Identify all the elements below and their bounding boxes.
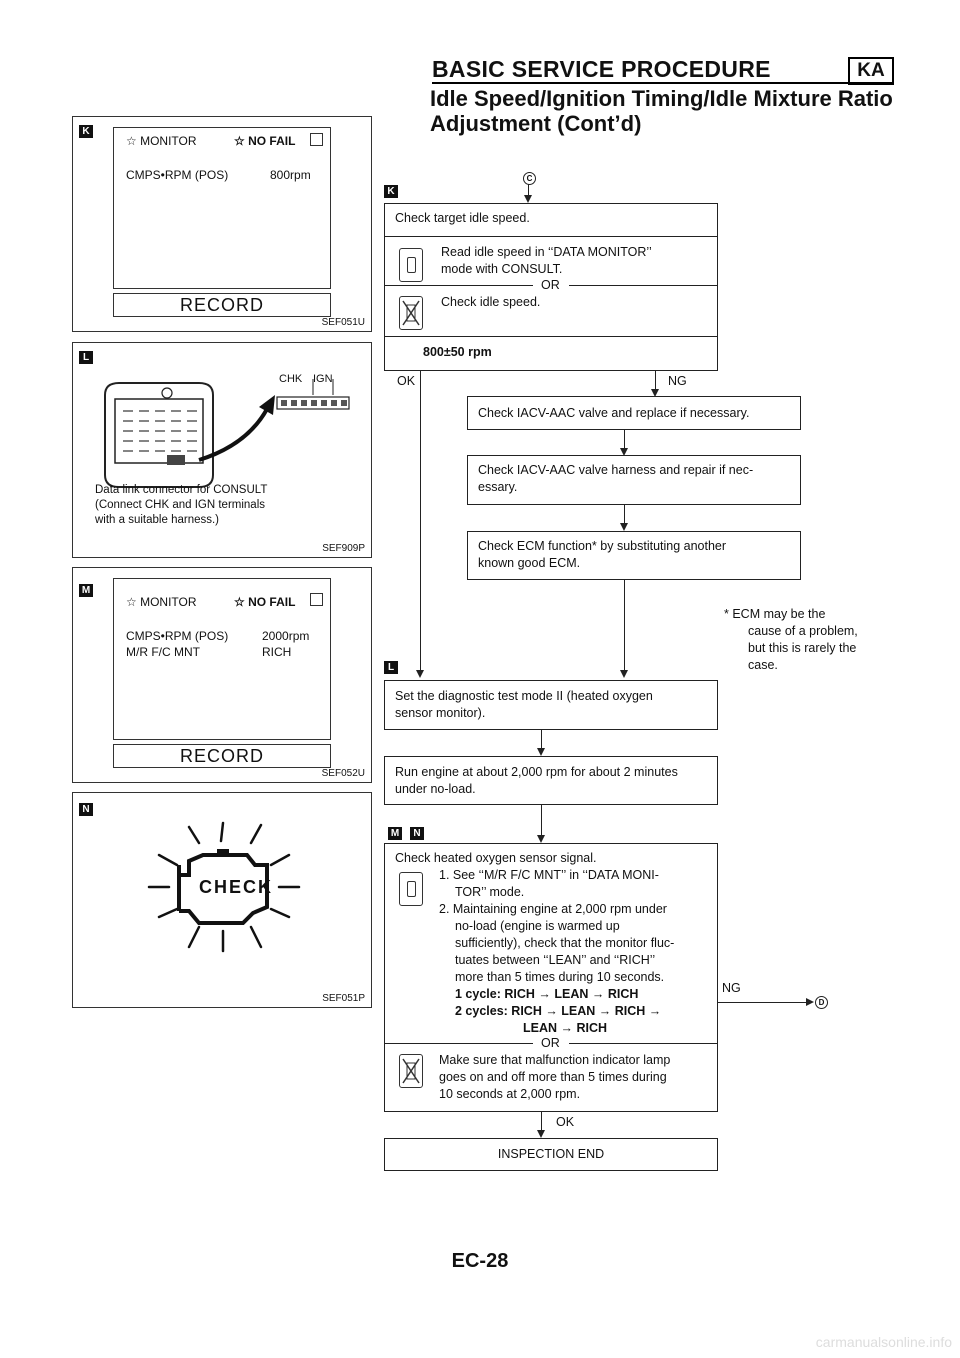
no-fail-label: ☆ NO FAIL [234, 595, 296, 609]
ok-label: OK [397, 374, 416, 388]
checkbox-icon [310, 593, 323, 606]
step-title: Check target idle speed. [395, 211, 530, 225]
no-fail-label: ☆ NO FAIL [234, 134, 296, 148]
arrow-right-icon [806, 998, 814, 1006]
record-button: RECORD [113, 744, 331, 768]
check-lamp-label: CHECK [199, 877, 274, 897]
panel-l [72, 342, 372, 558]
flow-line [541, 1112, 542, 1132]
tag-n: N [410, 827, 424, 840]
arrow-icon [524, 195, 532, 203]
tag-k: K [384, 185, 398, 198]
section-header: BASIC SERVICE PROCEDURE [432, 56, 771, 82]
monitor-value-rpm: 2000rpm [262, 629, 310, 643]
consult-icon [399, 248, 423, 282]
monitor-label: ☆ MONITOR [126, 595, 197, 609]
no-tools-icon [399, 1054, 423, 1088]
monitor-label: ☆ MONITOR [126, 134, 197, 148]
flow-line [624, 430, 625, 450]
step-check-ecm: Check ECM function* by substituting another known good ECM. [467, 531, 801, 580]
step-run-engine: Run engine at about 2,000 rpm for about 2 minutes under no-load. [384, 756, 718, 805]
tag-n: N [79, 803, 93, 816]
arrow-icon [620, 670, 628, 678]
figure-code: SEF051P [322, 993, 365, 1004]
no-tools-icon [399, 296, 423, 330]
tag-l: L [384, 661, 398, 674]
consult-instruction: Read idle speed in ‘‘DATA MONITOR’’ mode with CONSULT. [441, 245, 652, 276]
arrow-icon [537, 748, 545, 756]
tag-m: M [388, 827, 402, 840]
flow-line [718, 1002, 806, 1003]
tag-m: M [79, 584, 93, 597]
ecm-footnote: * ECM may be the cause of a problem, but this is rarely the case. [724, 607, 858, 672]
monitor-value: 800rpm [270, 168, 311, 182]
connector-caption: Data link connector for CONSULT (Connect CHK and IGN terminals with a suitable harness.) [95, 484, 268, 526]
checkbox-icon [310, 133, 323, 146]
step-check-target-idle [384, 203, 718, 371]
ng-label: NG [668, 374, 687, 388]
page-number: EC-28 [451, 1250, 509, 1272]
consult-icon [399, 872, 423, 906]
engine-code-badge: KA [848, 57, 894, 85]
figure-code: SEF909P [322, 543, 365, 554]
tag-k: K [79, 125, 93, 138]
flow-line [420, 371, 421, 672]
monitor-item: CMPS•RPM (POS) [126, 168, 229, 182]
inspection-end: INSPECTION END [384, 1138, 718, 1171]
or-divider: OR [541, 278, 560, 292]
flow-line [655, 371, 656, 391]
flow-line [541, 805, 542, 837]
watermark: carmanualsonline.info [815, 1334, 952, 1350]
arrow-icon [620, 523, 628, 531]
page-title: Idle Speed/Ignition Timing/Idle Mixture Ratio Adjustment (Cont’d) [430, 86, 893, 136]
header-rule [432, 82, 892, 84]
connector-c-icon: C [523, 172, 536, 185]
consult-procedure: 1. See ‘‘M/R F/C MNT’’ in ‘‘DATA MONI- TOR’’ mode. 2. Maintaining engine at 2,000 rpm under no-load (engine is warmed up sufficiently), check that the monitor fluc- tuates between ‘‘LEAN’’ and ‘‘RICH’’ more than 5 times during 10 seconds. 1 cycle: RICH → LEAN → RICH 2 cycles: RICH → LEAN → RICH → LEAN → RICH [439, 868, 675, 1035]
consult-screen [113, 127, 331, 289]
panel-n [72, 792, 372, 1008]
no-consult-instruction: Check idle speed. [441, 295, 541, 309]
monitor-value-mrfc: RICH [262, 645, 292, 659]
connector-d-icon: D [815, 996, 828, 1009]
chk-terminal-label: CHK [279, 373, 303, 385]
step-set-test-mode: Set the diagnostic test mode II (heated oxygen sensor monitor). [384, 680, 718, 730]
consult-screen [113, 578, 331, 740]
record-button: RECORD [113, 293, 331, 317]
step-title: Check heated oxygen sensor signal. [395, 851, 597, 865]
flow-line [624, 505, 625, 525]
or-divider: OR [541, 1036, 560, 1050]
idle-speed-spec: 800±50 rpm [423, 345, 492, 359]
monitor-item-rpm: CMPS•RPM (POS) [126, 629, 229, 643]
ng-label: NG [722, 981, 741, 995]
ign-terminal-label: IGN [313, 373, 333, 385]
ok-label: OK [556, 1115, 575, 1129]
flow-line [624, 580, 625, 672]
step-check-iacv-valve: Check IACV-AAC valve and replace if necessary. [467, 396, 801, 430]
arrow-icon [537, 1130, 545, 1138]
arrow-icon [416, 670, 424, 678]
flow-line [541, 730, 542, 750]
arrow-icon [537, 835, 545, 843]
step-check-iacv-harness: Check IACV-AAC valve harness and repair if nec- essary. [467, 455, 801, 505]
panel-k [72, 116, 372, 332]
mil-procedure: Make sure that malfunction indicator lamp goes on and off more than 5 times during 10 seconds at 2,000 rpm. [439, 1053, 671, 1101]
step-check-o2-sensor [384, 843, 718, 1112]
panel-m [72, 567, 372, 783]
figure-code: SEF052U [321, 768, 365, 779]
tag-l: L [79, 351, 93, 364]
monitor-item-mrfc: M/R F/C MNT [126, 645, 200, 659]
figure-code: SEF051U [321, 317, 365, 328]
